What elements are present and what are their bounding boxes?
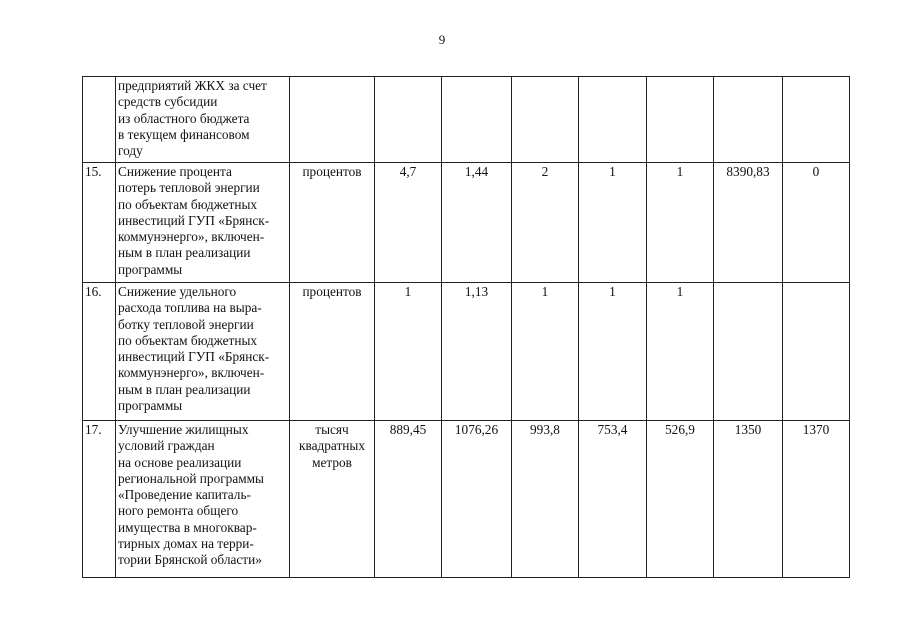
value-cell: 1,44 bbox=[442, 163, 512, 283]
description-line: инвестиций ГУП «Брянск- bbox=[118, 349, 270, 365]
description-line: предприятий ЖКХ за счет bbox=[118, 78, 267, 93]
value-cell: 1 bbox=[647, 163, 714, 283]
value-cell: 1350 bbox=[714, 421, 783, 578]
description-line: тирных домах на терри- bbox=[118, 536, 254, 552]
value-cell: 1 bbox=[375, 283, 442, 421]
description-line: году bbox=[118, 143, 143, 159]
description-line: «Проведение капиталь- bbox=[118, 487, 251, 503]
unit-line: метров bbox=[312, 454, 352, 470]
value-cell: 1 bbox=[647, 283, 714, 421]
indicators-table bbox=[82, 76, 850, 578]
description-line: ботку тепловой энергии bbox=[118, 316, 254, 332]
value-cell: 2 bbox=[512, 163, 579, 283]
unit-of-measure bbox=[290, 421, 375, 578]
description-line: условий граждан bbox=[118, 438, 215, 454]
value-cell: 1076,26 bbox=[442, 421, 512, 578]
table-row bbox=[83, 77, 850, 163]
row-number bbox=[83, 77, 116, 163]
value-cell bbox=[375, 77, 442, 163]
value-cell: 753,4 bbox=[579, 421, 647, 578]
value-cell bbox=[442, 77, 512, 163]
description-line: программы bbox=[118, 398, 183, 414]
value-cell bbox=[647, 77, 714, 163]
value-cell bbox=[714, 283, 783, 421]
unit-line: квадратных bbox=[299, 438, 365, 454]
value-cell: 889,45 bbox=[375, 421, 442, 578]
value-cell bbox=[512, 77, 579, 163]
description-line: Снижение удельного bbox=[118, 284, 237, 299]
unit-line: процентов bbox=[302, 164, 362, 179]
description-line: коммунэнерго», включен- bbox=[118, 229, 265, 245]
unit-of-measure bbox=[290, 163, 375, 283]
description-line: ным в план реализации bbox=[118, 245, 251, 261]
unit-line: процентов bbox=[302, 284, 362, 299]
description-line: ного ремонта общего bbox=[118, 503, 239, 519]
description-line: инвестиций ГУП «Брянск- bbox=[118, 212, 270, 228]
description-line: имущества в многоквар- bbox=[118, 519, 257, 535]
value-cell: 1 bbox=[579, 163, 647, 283]
value-cell bbox=[714, 77, 783, 163]
value-cell: 1 bbox=[579, 283, 647, 421]
description-line: тории Брянской области» bbox=[118, 552, 262, 568]
description-line: Снижение процента bbox=[118, 164, 232, 179]
value-cell: 1,13 bbox=[442, 283, 512, 421]
description-line: на основе реализации bbox=[118, 454, 242, 470]
description-line: в текущем финансовом bbox=[118, 126, 250, 142]
table-row bbox=[83, 163, 850, 283]
description-line: потерь тепловой энергии bbox=[118, 180, 260, 196]
description-line: по объектам бюджетных bbox=[118, 332, 258, 348]
value-cell: 0 bbox=[783, 163, 850, 283]
value-cell: 526,9 bbox=[647, 421, 714, 578]
description-line: средств субсидии bbox=[118, 94, 218, 110]
value-cell: 8390,83 bbox=[714, 163, 783, 283]
indicator-description bbox=[116, 163, 290, 283]
page-number: 9 bbox=[438, 32, 446, 47]
description-line: ным в план реализации bbox=[118, 381, 251, 397]
value-cell: 993,8 bbox=[512, 421, 579, 578]
description-line: Улучшение жилищных bbox=[118, 422, 249, 437]
description-line: расхода топлива на выра- bbox=[118, 300, 262, 316]
row-number: 17. bbox=[83, 421, 116, 578]
description-line: региональной программы bbox=[118, 470, 264, 486]
value-cell bbox=[783, 283, 850, 421]
description-line: из областного бюджета bbox=[118, 110, 250, 126]
value-cell: 4,7 bbox=[375, 163, 442, 283]
unit-of-measure bbox=[290, 77, 375, 163]
value-cell bbox=[783, 77, 850, 163]
row-number: 16. bbox=[83, 283, 116, 421]
indicator-description bbox=[116, 77, 290, 163]
indicator-description bbox=[116, 283, 290, 421]
description-line: программы bbox=[118, 261, 183, 277]
value-cell: 1 bbox=[512, 283, 579, 421]
description-line: по объектам бюджетных bbox=[118, 196, 258, 212]
table-row bbox=[83, 421, 850, 578]
table-row bbox=[83, 283, 850, 421]
indicator-description bbox=[116, 421, 290, 578]
unit-of-measure bbox=[290, 283, 375, 421]
description-line: коммунэнерго», включен- bbox=[118, 365, 265, 381]
value-cell bbox=[579, 77, 647, 163]
unit-line: тысяч bbox=[315, 422, 349, 437]
row-number: 15. bbox=[83, 163, 116, 283]
value-cell: 1370 bbox=[783, 421, 850, 578]
table-body bbox=[83, 77, 850, 578]
